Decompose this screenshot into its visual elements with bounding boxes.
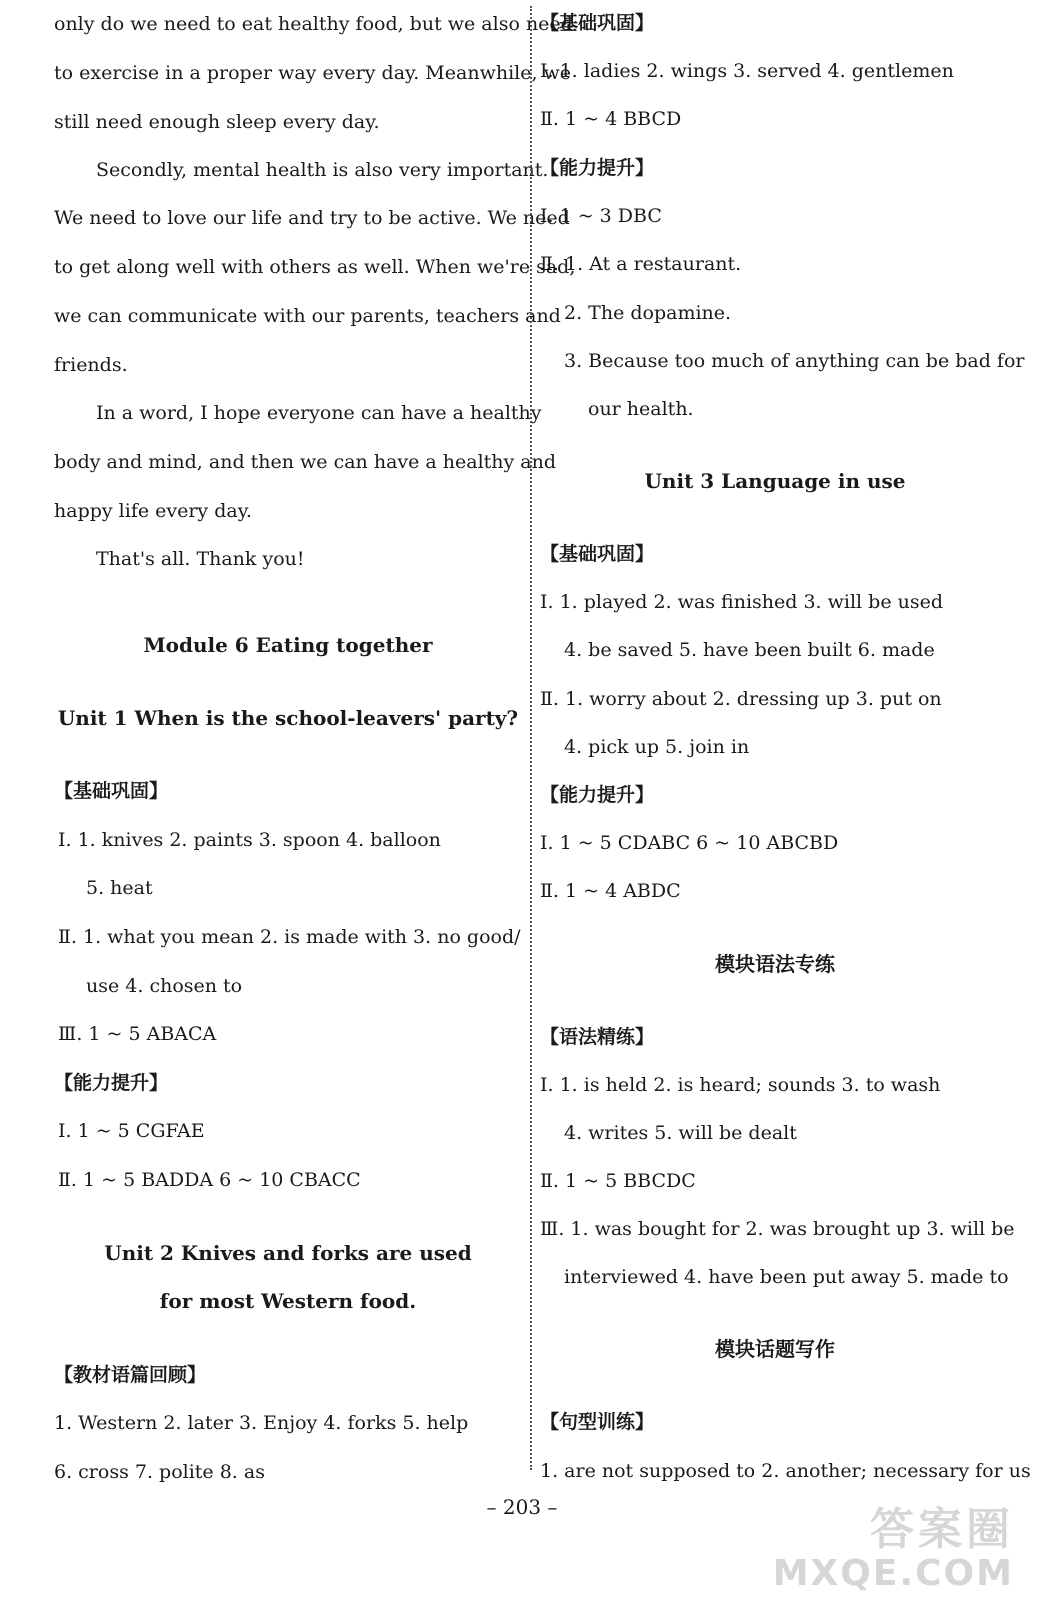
left-text-line: Ⅲ. 1 ~ 5 ABACA xyxy=(58,1023,217,1045)
right-section-tag: 【能力提升】 xyxy=(540,784,655,806)
right-text-line: Ⅰ. 1 ~ 3 DBC xyxy=(540,205,662,227)
watermark-en: MXQE.COM xyxy=(772,1553,1014,1594)
left-text-line: Secondly, mental health is also very important. xyxy=(96,159,549,181)
right-text-line: Ⅱ. 1 ~ 4 ABDC xyxy=(540,880,681,902)
left-text-line: 1. Western 2. later 3. Enjoy 4. forks 5. help xyxy=(54,1412,469,1434)
right-text-line: Ⅰ. 1. played 2. was finished 3. will be used xyxy=(540,591,944,613)
right-text-line: Ⅱ. 1. At a restaurant. xyxy=(540,253,742,275)
left-text-line: Ⅰ. 1 ~ 5 CGFAE xyxy=(58,1120,205,1142)
left-text-line: 5. heat xyxy=(86,877,153,899)
right-text-line: our health. xyxy=(588,398,694,420)
left-text-line: still need enough sleep every day. xyxy=(54,111,380,133)
right-text-line: Ⅰ. 1 ~ 5 CDABC 6 ~ 10 ABCBD xyxy=(540,832,839,854)
right-text-line: Ⅰ. 1. is held 2. is heard; sounds 3. to wash xyxy=(540,1074,941,1096)
right-text-line: 1. are not supposed to 2. another; necessary for us xyxy=(540,1460,1031,1482)
left-text-line: In a word, I hope everyone can have a healthy xyxy=(96,402,542,424)
right-text-line: Ⅱ. 1 ~ 4 BBCD xyxy=(540,108,682,130)
right-text-line: 3. Because too much of anything can be bad for xyxy=(564,350,1025,372)
left-text-line: we can communicate with our parents, teachers and xyxy=(54,305,561,327)
left-text-line: Ⅱ. 1 ~ 5 BADDA 6 ~ 10 CBACC xyxy=(58,1169,361,1191)
left-text-line: 6. cross 7. polite 8. as xyxy=(54,1461,265,1483)
left-text-line: use 4. chosen to xyxy=(86,975,243,997)
left-text-line: to get along well with others as well. When we're sad, xyxy=(54,256,576,278)
left-text-line: friends. xyxy=(54,354,128,376)
left-text-line: only do we need to eat healthy food, but we also need xyxy=(54,13,573,35)
right-heading: 模块语法专练 xyxy=(715,952,835,976)
right-text-line: Ⅱ. 1. worry about 2. dressing up 3. put on xyxy=(540,688,942,710)
right-section-tag: 【基础巩固】 xyxy=(540,12,655,34)
right-section-tag: 【句型训练】 xyxy=(540,1411,655,1433)
column-divider xyxy=(530,6,532,1470)
left-heading: for most Western food. xyxy=(159,1289,417,1313)
right-text-line: Ⅱ. 1 ~ 5 BBCDC xyxy=(540,1170,696,1192)
left-text-line: Ⅱ. 1. what you mean 2. is made with 3. no good/ xyxy=(58,926,521,948)
left-text-line: happy life every day. xyxy=(54,500,252,522)
right-text-line: 2. The dopamine. xyxy=(564,302,732,324)
right-heading: 模块话题写作 xyxy=(715,1337,835,1361)
left-section-tag: 【能力提升】 xyxy=(54,1072,169,1094)
left-text-line: That's all. Thank you! xyxy=(96,548,305,570)
left-text-line: Ⅰ. 1. knives 2. paints 3. spoon 4. balloon xyxy=(58,829,441,851)
right-text-line: 4. writes 5. will be dealt xyxy=(564,1122,797,1144)
right-text-line: interviewed 4. have been put away 5. made to xyxy=(564,1266,1009,1288)
right-text-line: Ⅰ. 1. ladies 2. wings 3. served 4. gentlemen xyxy=(540,60,954,82)
left-section-tag: 【教材语篇回顾】 xyxy=(54,1364,207,1386)
left-section-tag: 【基础巩固】 xyxy=(54,780,169,802)
left-text-line: to exercise in a proper way every day. Meanwhile, we xyxy=(54,62,572,84)
right-text-line: Ⅲ. 1. was bought for 2. was brought up 3. will be xyxy=(540,1218,1015,1240)
page-number: – 203 – xyxy=(486,1495,558,1519)
left-text-line: We need to love our life and try to be active. We need xyxy=(54,207,570,229)
right-section-tag: 【基础巩固】 xyxy=(540,543,655,565)
right-section-tag: 【语法精练】 xyxy=(540,1026,655,1048)
right-section-tag: 【能力提升】 xyxy=(540,157,655,179)
watermark-cn: 答案圈 xyxy=(870,1504,1014,1555)
left-heading: Unit 1 When is the school-leavers' party? xyxy=(57,706,519,730)
right-heading: Unit 3 Language in use xyxy=(644,469,906,493)
left-heading: Unit 2 Knives and forks are used xyxy=(104,1241,472,1265)
watermark-logo xyxy=(772,1504,1014,1596)
right-text-line: 4. be saved 5. have been built 6. made xyxy=(564,639,935,661)
left-text-line: body and mind, and then we can have a healthy and xyxy=(54,451,557,473)
right-text-line: 4. pick up 5. join in xyxy=(564,736,750,758)
left-heading: Module 6 Eating together xyxy=(143,633,433,657)
